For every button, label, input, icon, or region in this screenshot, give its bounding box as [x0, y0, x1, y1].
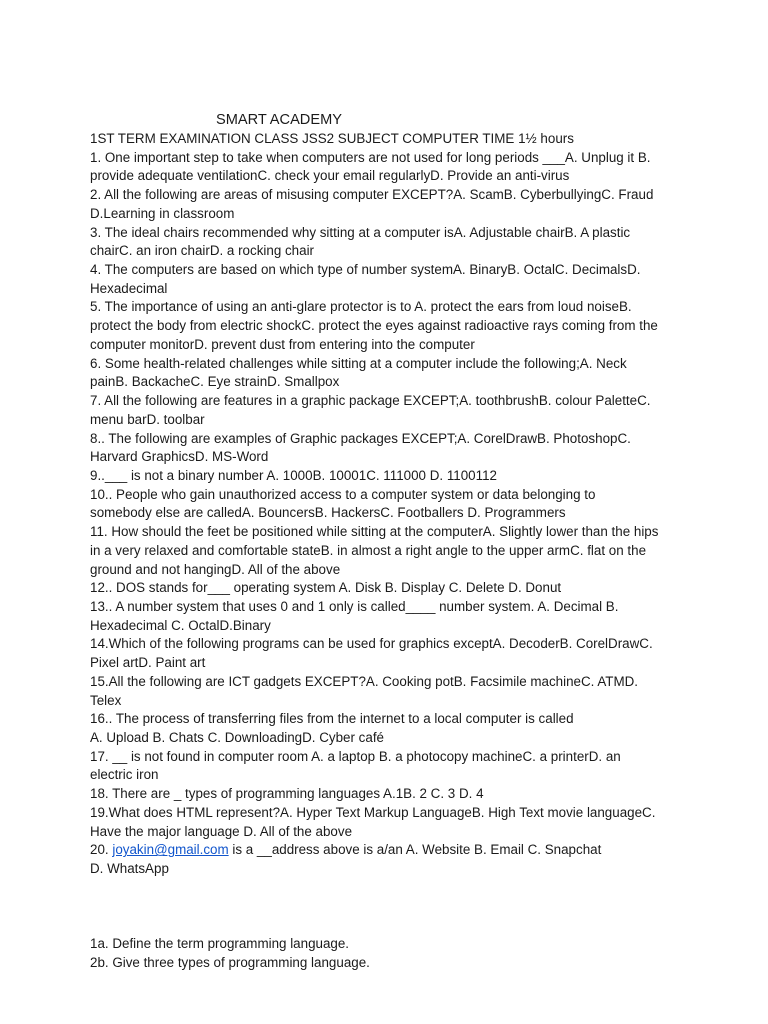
theory-question: 1a. Define the term programming language.	[90, 935, 350, 951]
question-line: Telex	[90, 692, 122, 708]
theory-section	[90, 935, 690, 972]
question-item	[90, 467, 690, 486]
question-20-line-2: D. WhatsApp	[90, 861, 169, 877]
question-item	[90, 392, 690, 429]
question-20	[90, 841, 690, 878]
question-line: 11. How should the feet be positioned while sitting at the computerA. Slightly lower than the hips	[90, 524, 659, 540]
question-line: A. Upload B. Chats C. DownloadingD. Cyber café	[90, 730, 384, 745]
question-line: Hexadecimal C. OctalD.Binary	[90, 617, 271, 633]
question-line: 1. One important step to take when computers are not used for long periods ___A. Unplug it B.	[90, 149, 651, 165]
question-line: 7. All the following are features in a graphic package EXCEPT;A. toothbrushB. colour PaletteC.	[90, 393, 651, 409]
question-item	[90, 430, 690, 467]
question-line: in a very relaxed and comfortable stateB. in almost a right angle to the upper armC. flat on the	[90, 542, 647, 558]
question-line: 12.. DOS stands for___ operating system A. Disk B. Display C. Delete D. Donut	[90, 580, 562, 596]
question-line: 2. All the following are areas of misusing computer EXCEPT?A. ScamB. CyberbullyingC. Fraud	[90, 187, 654, 203]
question-line: 18. There are _ types of programming languages A.1B. 2 C. 3 D. 4	[90, 786, 484, 802]
question-item	[90, 579, 690, 598]
question-20-line-1	[90, 841, 690, 860]
question-line: 10.. People who gain unauthorized access to a computer system or data belonging to	[90, 486, 596, 502]
question-list	[90, 149, 690, 842]
question-line: 16.. The process of transferring files from the internet to a local computer is called	[90, 711, 574, 727]
question-item	[90, 748, 690, 785]
question-line: 5. The importance of using an anti-glare protector is to A. protect the ears from loud noiseB.	[90, 299, 632, 315]
question-item	[90, 673, 690, 710]
question-line: 8.. The following are examples of Graphic packages EXCEPT;A. CorelDrawB. PhotoshopC.	[90, 430, 631, 446]
question-line: somebody else are calledA. BouncersB. HackersC. Footballers D. Programmers	[90, 505, 566, 521]
question-line: 14.Which of the following programs can be used for graphics exceptA. DecoderB. CorelDrawC.	[90, 636, 653, 652]
school-title: SMART ACADEMY	[216, 112, 342, 128]
question-line: Hexadecimal	[90, 280, 168, 296]
question-item	[90, 486, 690, 523]
question-item	[90, 598, 690, 635]
email-link[interactable]: joyakin@gmail.com	[112, 842, 229, 858]
question-line: 6. Some health-related challenges while sitting at a computer include the following;A. Neck	[90, 355, 627, 371]
theory-question: 2b. Give three types of programming language.	[90, 954, 370, 970]
exam-header-line: 1ST TERM EXAMINATION CLASS JSS2 SUBJECT COMPUTER TIME 1½ hours	[90, 131, 574, 146]
question-item	[90, 523, 690, 579]
question-line: 15.All the following are ICT gadgets EXCEPT?A. Cooking potB. Facsimile machineC. ATMD.	[90, 673, 639, 689]
question-item	[90, 224, 690, 261]
question-item	[90, 261, 690, 298]
section-spacer	[90, 879, 690, 935]
question-line: Have the major language D. All of the above	[90, 823, 353, 839]
question-item	[90, 149, 690, 186]
question-line: 13.. A number system that uses 0 and 1 only is called____ number system. A. Decimal B.	[90, 598, 619, 614]
question-line: 19.What does HTML represent?A. Hyper Text Markup LanguageB. High Text movie languageC.	[90, 804, 656, 820]
question-20-suffix: is a __address above is a/an A. Website B. Email C. Snapchat	[228, 842, 602, 858]
question-line: ground and not hangingD. All of the above	[90, 561, 341, 577]
question-item	[90, 635, 690, 672]
question-line: 4. The computers are based on which type of number systemA. BinaryB. OctalC. DecimalsD.	[90, 262, 641, 278]
question-line: 3. The ideal chairs recommended why sitting at a computer isA. Adjustable chairB. A plastic	[90, 224, 631, 240]
question-line: Pixel artD. Paint art	[90, 655, 206, 671]
question-line: menu barD. toolbar	[90, 411, 205, 427]
question-line: Harvard GraphicsD. MS-Word	[90, 449, 269, 465]
question-line: electric iron	[90, 767, 159, 783]
question-item	[90, 710, 690, 747]
question-line: protect the body from electric shockC. protect the eyes against radioactive rays coming from the	[90, 318, 658, 334]
question-item	[90, 186, 690, 223]
question-item	[90, 355, 690, 392]
question-line: provide adequate ventilationC. check your email regularlyD. Provide an anti-virus	[90, 168, 570, 184]
question-line: painB. BackacheC. Eye strainD. Smallpox	[90, 374, 340, 390]
question-line: 9..___ is not a binary number A. 1000B. 10001C. 111000 D. 1100112	[90, 467, 497, 483]
question-line: 17. __ is not found in computer room A. a laptop B. a photocopy machineC. a printerD. an	[90, 748, 621, 764]
question-item	[90, 298, 690, 354]
question-item	[90, 785, 690, 804]
question-line: computer monitorD. prevent dust from entering into the computer	[90, 336, 475, 352]
question-20-prefix: 20.	[90, 842, 113, 858]
question-line: D.Learning in classroom	[90, 205, 235, 221]
exam-content	[90, 130, 690, 972]
question-line: chairC. an iron chairD. a rocking chair	[90, 243, 315, 259]
question-item	[90, 804, 690, 841]
